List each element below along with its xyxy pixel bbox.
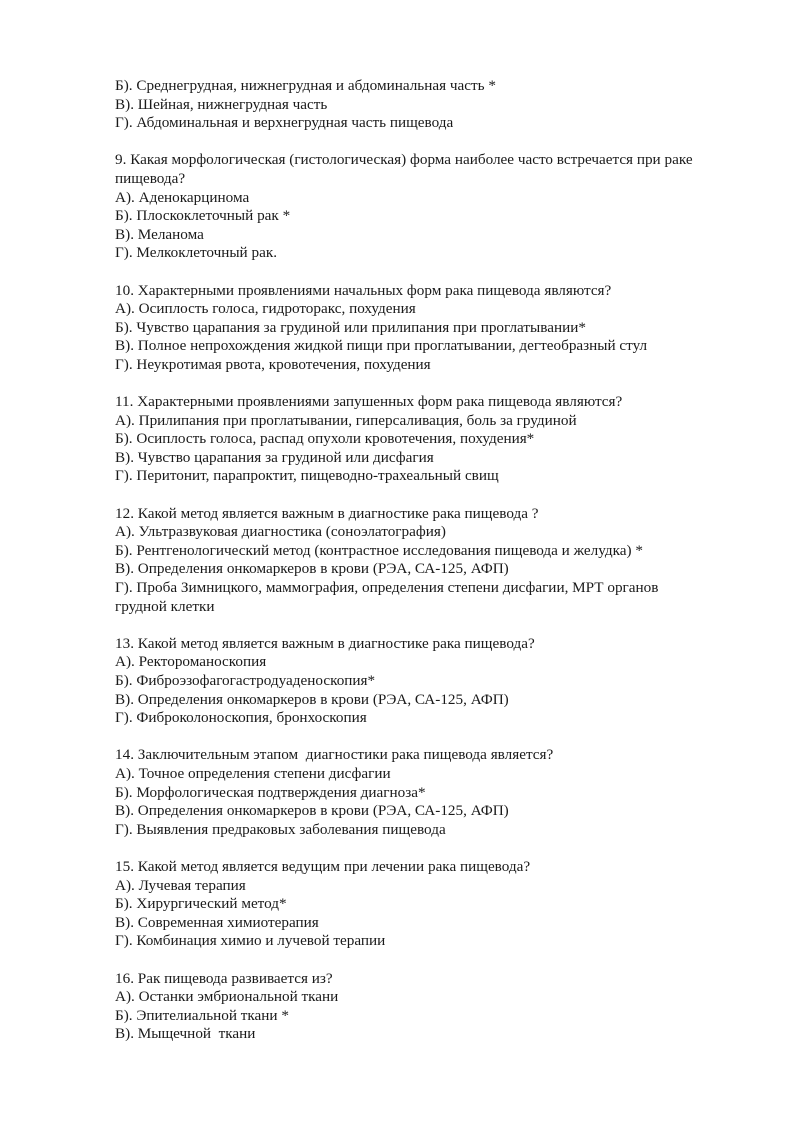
question-text: 10. Характерными проявлениями начальных форм рака пищевода являются? [115, 281, 612, 299]
question-text: пищевода? [115, 169, 186, 187]
answer-option: Б). Плоскоклеточный рак * [115, 207, 291, 225]
answer-option: Б). Эпителиальной ткани * [115, 1006, 289, 1024]
answer-option: Г). Перитонит, парапроктит, пищеводно-трахеальный свищ [115, 467, 499, 485]
answer-option: В). Шейная, нижнегрудная часть [115, 95, 328, 113]
answer-option: Г). Выявления предраковых заболевания пищевода [115, 820, 446, 838]
answer-option: грудной клетки [115, 597, 215, 615]
answer-option: В). Современная химиотерапия [115, 913, 319, 931]
answer-option: Г). Комбинация химио и лучевой терапии [115, 932, 386, 950]
answer-option: А). Ультразвуковая диагностика (соноэлатография) [115, 523, 446, 541]
answer-option: А). Ректороманоскопия [115, 653, 267, 671]
answer-option: Б). Хирургический метод* [115, 895, 287, 913]
question-block-15 [115, 858, 745, 951]
answer-option: Б). Осиплость голоса, распад опухоли кровотечения, похудения* [115, 430, 535, 448]
answer-option: А). Прилипания при проглатывании, гиперсаливация, боль за грудиной [115, 411, 577, 429]
question-text: 12. Какой метод является важным в диагностике рака пищевода ? [115, 504, 539, 522]
answer-option: А). Осиплость голоса, гидроторакс, похудения [115, 300, 416, 318]
answer-option: Б). Рентгенологический метод (контрастное исследования пищевода и желудка) * [115, 541, 643, 559]
question-block-14 [115, 746, 745, 839]
answer-option: В). Определения онкомаркеров в крови (РЭА, СА-125, АФП) [115, 690, 509, 708]
question-block-10 [115, 282, 745, 375]
question-text: 9. Какая морфологическая (гистологическая) форма наиболее часто встречается при раке [115, 151, 693, 169]
answer-option: В). Мыщечной ткани [115, 1025, 256, 1043]
question-text: 13. Какой метод является важным в диагностике рака пищевода? [115, 634, 535, 652]
question-block-9 [115, 151, 745, 263]
answer-option: Г). Мелкоклеточный рак. [115, 244, 277, 262]
question-block-8-tail [115, 77, 745, 133]
answer-option: Б). Морфологическая подтверждения диагноза* [115, 783, 426, 801]
answer-option: А). Точное определения степени дисфагии [115, 764, 391, 782]
question-text: 16. Рак пищевода развивается из? [115, 969, 333, 987]
answer-option: В). Определения онкомаркеров в крови (РЭА, СА-125, АФП) [115, 802, 509, 820]
question-block-11 [115, 393, 745, 486]
question-text: 15. Какой метод является ведущим при лечении рака пищевода? [115, 857, 531, 875]
question-text: 14. Заключительным этапом диагностики рака пищевода является? [115, 746, 554, 764]
answer-option: Г). Неукротимая рвота, кровотечения, похудения [115, 355, 431, 373]
answer-option: Б). Среднегрудная, нижнегрудная и абдоминальная часть * [115, 77, 496, 94]
answer-option: Г). Проба Зимницкого, маммография, определения степени дисфагии, МРТ органов [115, 579, 659, 597]
question-block-13 [115, 635, 745, 728]
answer-option: Б). Фиброэзофагогастродуаденоскопия* [115, 672, 376, 689]
document-page [115, 77, 745, 1062]
answer-option: Г). Фиброколоноскопия, бронхоскопия [115, 709, 367, 727]
answer-option: А). Останки эмбриональной ткани [115, 988, 339, 1006]
answer-option: Г). Абдоминальная и верхнегрудная часть пищевода [115, 114, 454, 132]
answer-option: В). Меланома [115, 225, 204, 243]
answer-option: Б). Чувство царапания за грудиной или прилипания при проглатывании* [115, 318, 586, 336]
answer-option: В). Определения онкомаркеров в крови (РЭА, СА-125, АФП) [115, 560, 509, 578]
question-text: 11. Характерными проявлениями запушенных форм рака пищевода являются? [115, 393, 623, 411]
answer-option: В). Чувство царапания за грудиной или дисфагия [115, 448, 434, 466]
answer-option: А). Лучевая терапия [115, 876, 246, 894]
question-block-16 [115, 970, 745, 1044]
answer-option: А). Аденокарцинома [115, 188, 250, 206]
answer-option: В). Полное непрохождения жидкой пищи при проглатывании, дегтеобразный стул [115, 337, 648, 355]
question-block-12 [115, 505, 745, 617]
